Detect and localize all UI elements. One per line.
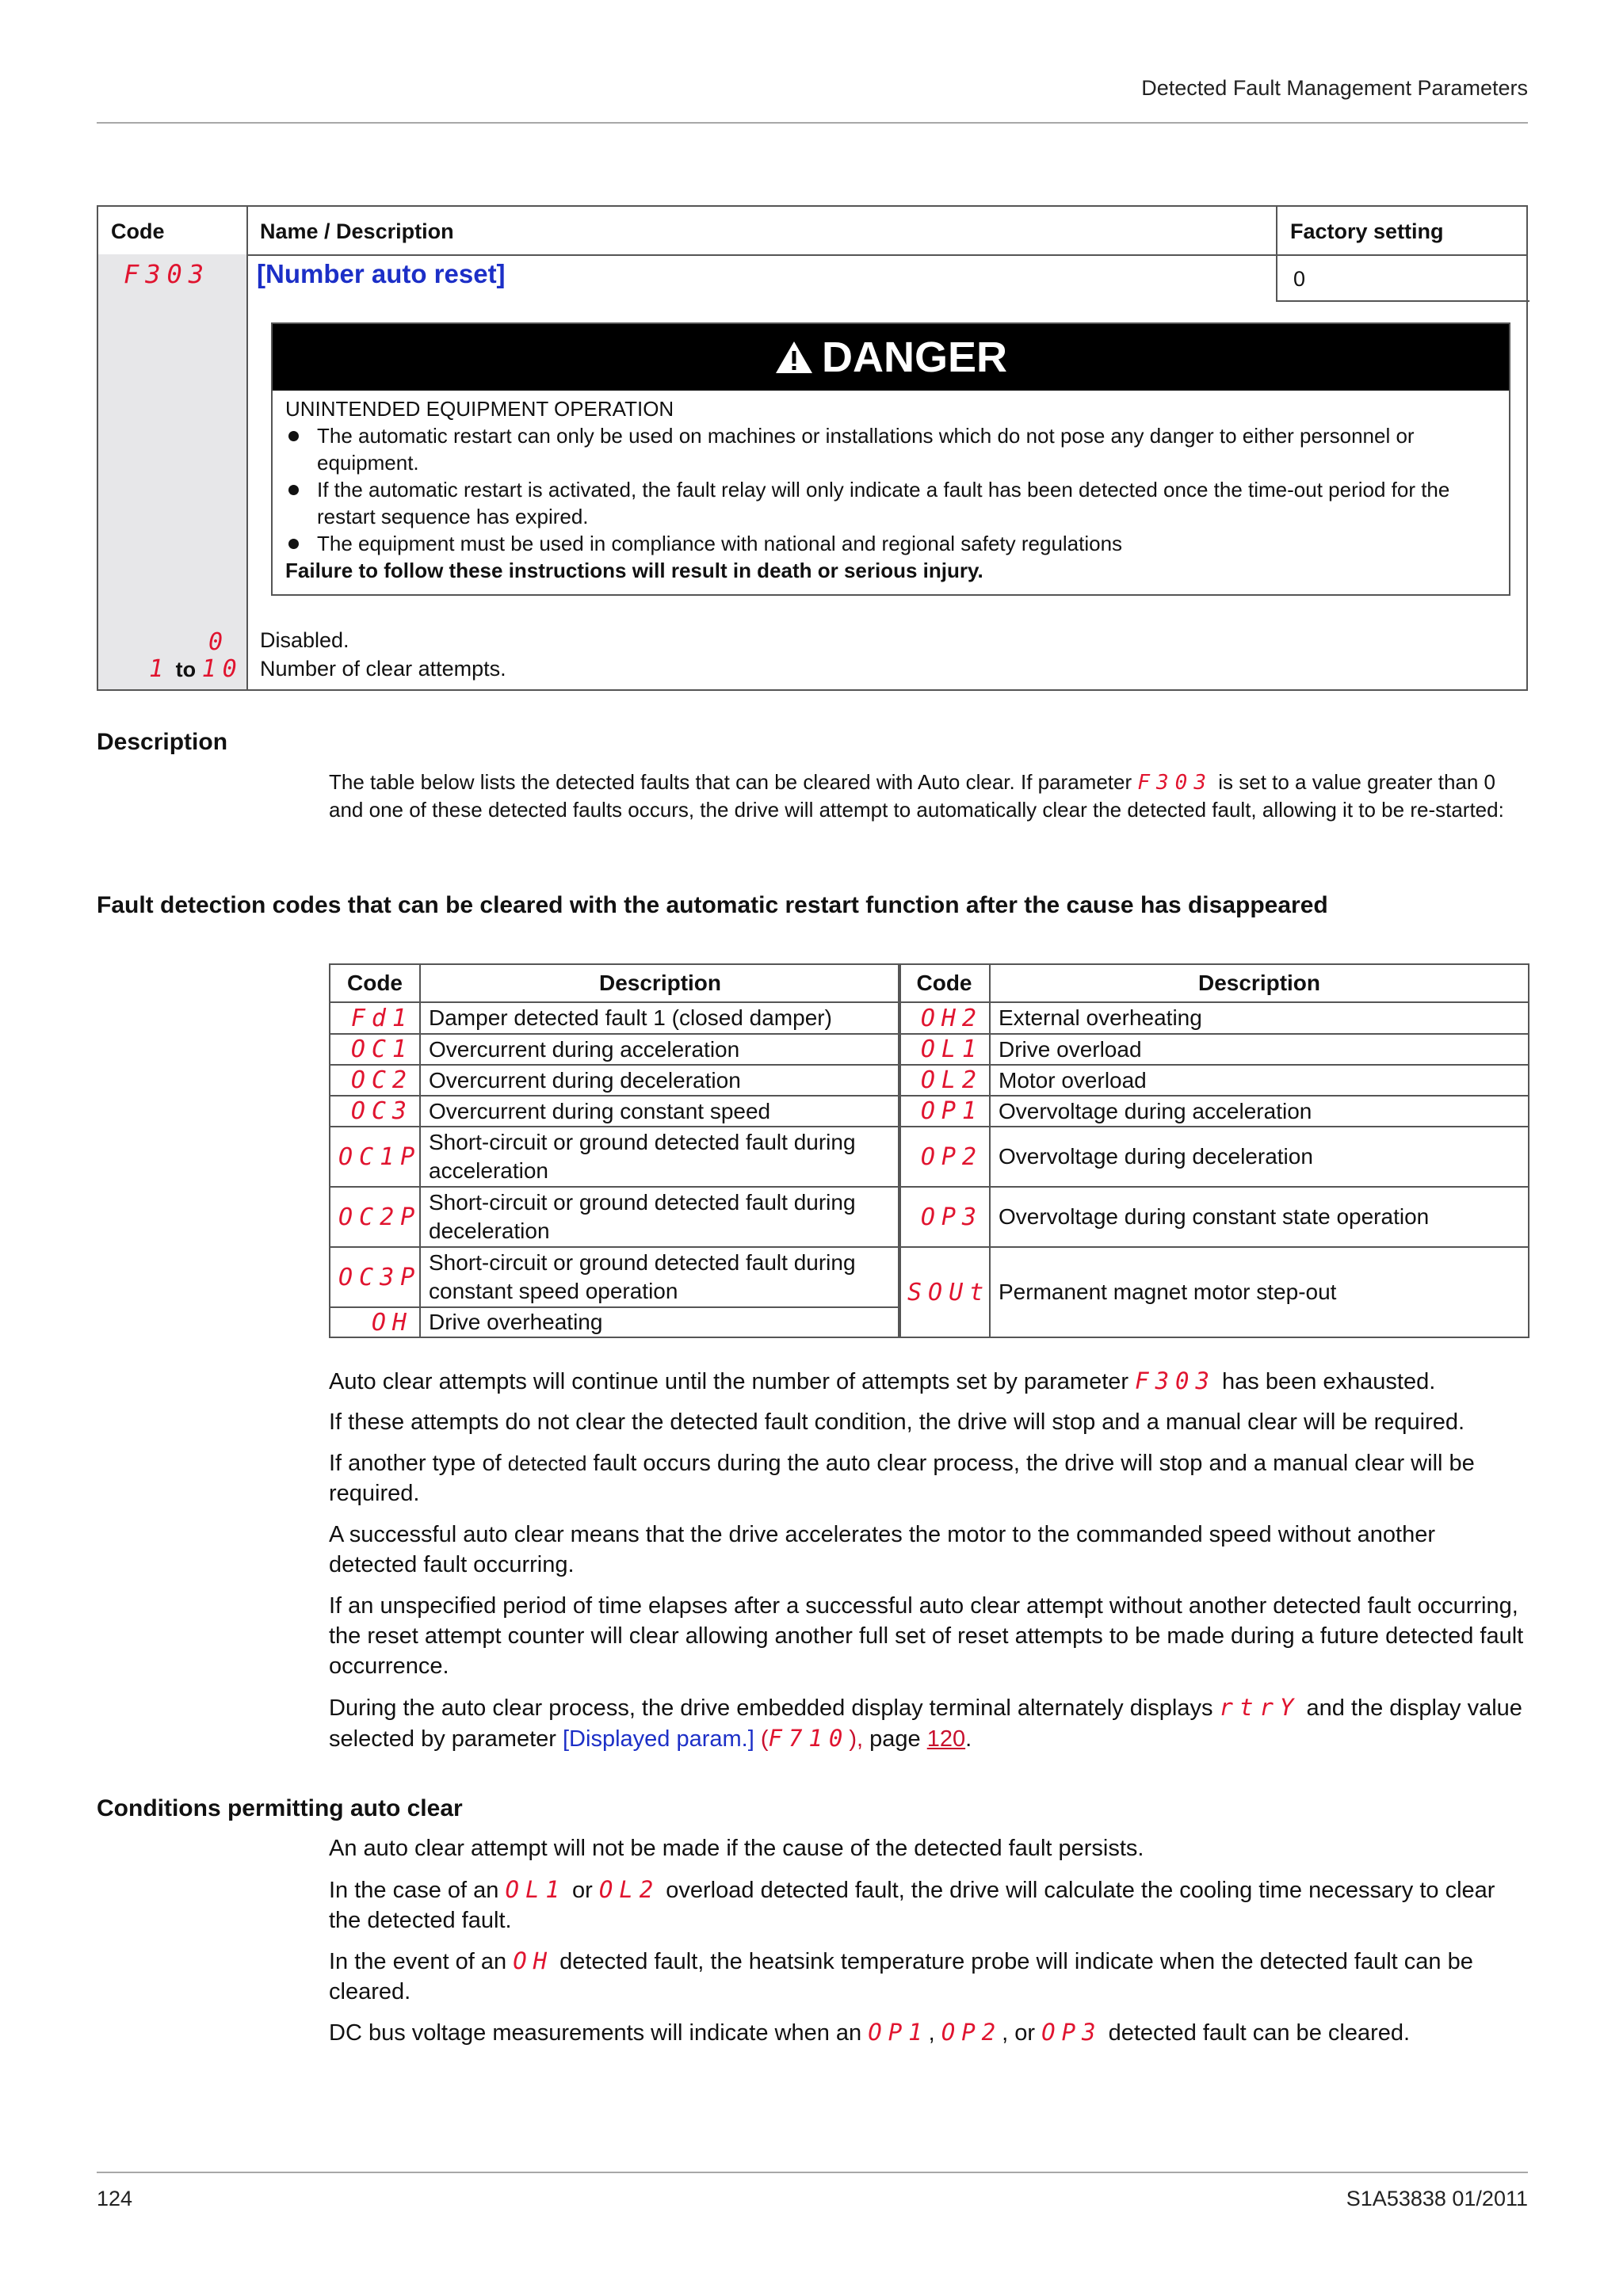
header-code: Code — [111, 219, 165, 243]
inline-code: OP2 — [941, 2019, 1002, 2046]
page-link[interactable]: 120 — [926, 1726, 966, 1752]
fault-code: SOUt — [899, 1247, 990, 1337]
fault-desc: Damper detected fault 1 (closed damper) — [420, 1002, 900, 1034]
fault-desc: Overvoltage during deceleration — [990, 1127, 1529, 1187]
auto-clear-paragraph-5: If an unspecified period of time elapses after a successful auto clear attempt without another detected fault occurring, the reset attempt counter will clear allowing another full set of reset attempts to be made during a future detected fault occurrence. — [329, 1593, 1524, 1679]
fault-code: OC2P — [330, 1187, 420, 1247]
fault-desc: Overvoltage during acceleration — [990, 1096, 1529, 1127]
range-to-word: to — [175, 658, 197, 681]
fault-code: OH2 — [899, 1002, 990, 1034]
inline-code: F710 — [768, 1725, 850, 1752]
fault-code: OL1 — [899, 1034, 990, 1065]
auto-clear-paragraph-2: If these attempts do not clear the detected fault condition, the drive will stop and a manual clear will be required. — [329, 1409, 1465, 1435]
danger-warning: Failure to follow these instructions will result in death or serious injury. — [285, 559, 983, 582]
fault-desc: Short-circuit or ground detected fault during acceleration — [420, 1127, 900, 1187]
danger-banner — [273, 324, 1509, 391]
header-factory-setting: Factory setting — [1290, 219, 1444, 243]
text: and the display value selected by parameter — [329, 1695, 1522, 1752]
parameter-code: F303 — [124, 259, 211, 289]
fault-code: OL2 — [899, 1065, 990, 1096]
description-heading: Description — [97, 729, 228, 755]
text: Auto clear attempts will continue until the number of attempts set by parameter — [329, 1369, 1129, 1394]
text: fault occurs during the auto clear process, the drive will stop and a manual clear will be required. — [329, 1451, 1475, 1506]
conditions-paragraph-1: An auto clear attempt will not be made if the cause of the detected fault persists. — [329, 1836, 1144, 1861]
column-divider — [246, 207, 248, 689]
danger-bullet: The automatic restart can only be used on machines or installations which do not pose any danger to either personnel or equipment. — [285, 422, 1496, 476]
inline-code: OP3 — [1041, 2019, 1102, 2046]
fault-code: OP2 — [899, 1127, 990, 1187]
text: or — [571, 1878, 593, 1903]
text: page — [869, 1726, 921, 1752]
fault-desc: Short-circuit or ground detected fault during deceleration — [420, 1187, 900, 1247]
range-from: 1 — [149, 655, 170, 683]
text: DC bus voltage measurements will indicate when an — [329, 2020, 862, 2046]
text: detected — [507, 1451, 587, 1475]
value-code-0: 0 — [208, 628, 229, 656]
warning-triangle-icon — [774, 340, 814, 375]
fault-desc: External overheating — [990, 1002, 1529, 1034]
column-divider — [1276, 207, 1277, 254]
fault-code: OC1P — [330, 1127, 420, 1187]
fault-desc: Overcurrent during constant speed — [420, 1096, 900, 1127]
parameter-table-header — [98, 207, 1526, 256]
fault-code: OP1 — [899, 1096, 990, 1127]
inline-code: OH — [513, 1947, 554, 1974]
document-reference: S1A53838 01/2011 — [1346, 2187, 1528, 2210]
fault-desc: Drive overload — [990, 1034, 1529, 1065]
text: , or — [1002, 2020, 1036, 2046]
col-code: Code — [899, 964, 990, 1002]
text: detected fault can be cleared. — [1108, 2020, 1411, 2046]
value-desc-1: Number of clear attempts. — [260, 657, 506, 681]
text: If another type of — [329, 1451, 502, 1476]
fault-code: OC3P — [330, 1247, 420, 1307]
fault-section-heading: Fault detection codes that can be cleared with the automatic restart function after the cause has disappeared — [97, 892, 1328, 918]
conditions-paragraph-4 — [329, 2017, 1528, 2048]
code-column — [98, 254, 246, 689]
conditions-paragraph-3 — [329, 1946, 1528, 2007]
conditions-paragraph-2 — [329, 1875, 1528, 1936]
col-description: Description — [990, 964, 1529, 1002]
auto-clear-paragraph-4: A successful auto clear means that the drive accelerates the motor to the commanded speed without another detected fault occurring. — [329, 1522, 1436, 1577]
description-paragraph — [329, 769, 1528, 823]
text: overload detected fault, the drive will calculate the cooling time necessary to clear the detected fault. — [329, 1878, 1495, 1933]
fault-code: Fd1 — [330, 1002, 420, 1034]
auto-clear-paragraph-3 — [329, 1448, 1528, 1508]
header-rule — [97, 122, 1528, 124]
fault-desc: Permanent magnet motor step-out — [990, 1247, 1529, 1337]
fault-table-right — [898, 963, 1529, 1338]
text: detected fault, the heatsink temperature probe will indicate when the detected fault can be cleared. — [329, 1949, 1473, 2004]
danger-body — [273, 391, 1509, 584]
header-name: Name / Description — [260, 219, 454, 243]
parameter-table — [97, 205, 1528, 691]
danger-title: DANGER — [821, 334, 1007, 381]
displayed-param-link[interactable]: [Displayed param.] — [563, 1726, 754, 1752]
factory-setting-value: 0 — [1293, 267, 1306, 291]
col-description: Description — [420, 964, 900, 1002]
fault-desc: Overcurrent during acceleration — [420, 1034, 900, 1065]
fault-code: OH — [330, 1307, 420, 1337]
page-header-title: Detected Fault Management Parameters — [1141, 76, 1528, 100]
danger-box — [271, 322, 1510, 596]
auto-clear-paragraph-6 — [329, 1692, 1528, 1754]
description-code: F303 — [1137, 771, 1212, 795]
footer-rule — [97, 2172, 1528, 2173]
fault-desc: Drive overheating — [420, 1307, 900, 1337]
text: In the case of an — [329, 1878, 499, 1903]
inline-code: OL2 — [598, 1876, 660, 1903]
danger-subtitle: UNINTENDED EQUIPMENT OPERATION — [285, 397, 674, 421]
description-text: The table below lists the detected faults that can be cleared with Auto clear. If parameter — [329, 770, 1132, 794]
parameter-name: [Number auto reset] — [257, 259, 506, 288]
text: During the auto clear process, the drive embedded display terminal alternately displays — [329, 1695, 1213, 1721]
fault-code: OC3 — [330, 1096, 420, 1127]
inline-code: F303 — [1135, 1367, 1216, 1394]
fault-table-left — [329, 963, 901, 1338]
description-text: is set to a value greater than 0 and one of these detected faults occurs, the drive will attempt to automatically clear the detected fault, allowing it to be re-started: — [329, 770, 1504, 822]
text: has been exhausted. — [1222, 1369, 1436, 1394]
conditions-heading: Conditions permitting auto clear — [97, 1795, 463, 1821]
text: ), — [849, 1726, 864, 1752]
inline-code: rtrY — [1219, 1694, 1300, 1721]
fault-desc: Overvoltage during constant state operation — [990, 1187, 1529, 1247]
value-desc-0: Disabled. — [260, 628, 349, 652]
col-code: Code — [330, 964, 420, 1002]
text: ( — [760, 1726, 769, 1752]
range-to: 10 — [201, 655, 243, 683]
text: . — [965, 1726, 972, 1752]
page-number: 124 — [97, 2187, 133, 2210]
text: In the event of an — [329, 1949, 507, 1974]
fault-code: OP3 — [899, 1187, 990, 1247]
auto-clear-paragraph-1 — [329, 1366, 1528, 1397]
fault-desc: Short-circuit or ground detected fault during constant speed operation — [420, 1247, 900, 1307]
fault-desc: Motor overload — [990, 1065, 1529, 1096]
factory-setting-cell — [1276, 254, 1529, 302]
danger-bullet: The equipment must be used in compliance with national and regional safety regulations — [285, 530, 1496, 557]
value-code-range — [149, 655, 243, 683]
text: , — [928, 2020, 935, 2046]
fault-code: OC2 — [330, 1065, 420, 1096]
fault-code: OC1 — [330, 1034, 420, 1065]
fault-desc: Overcurrent during deceleration — [420, 1065, 900, 1096]
inline-code: OP1 — [868, 2019, 929, 2046]
inline-code: OL1 — [505, 1876, 566, 1903]
danger-bullet: If the automatic restart is activated, the fault relay will only indicate a fault has been detected once the time-out period for the restart sequence has expired. — [285, 476, 1496, 530]
